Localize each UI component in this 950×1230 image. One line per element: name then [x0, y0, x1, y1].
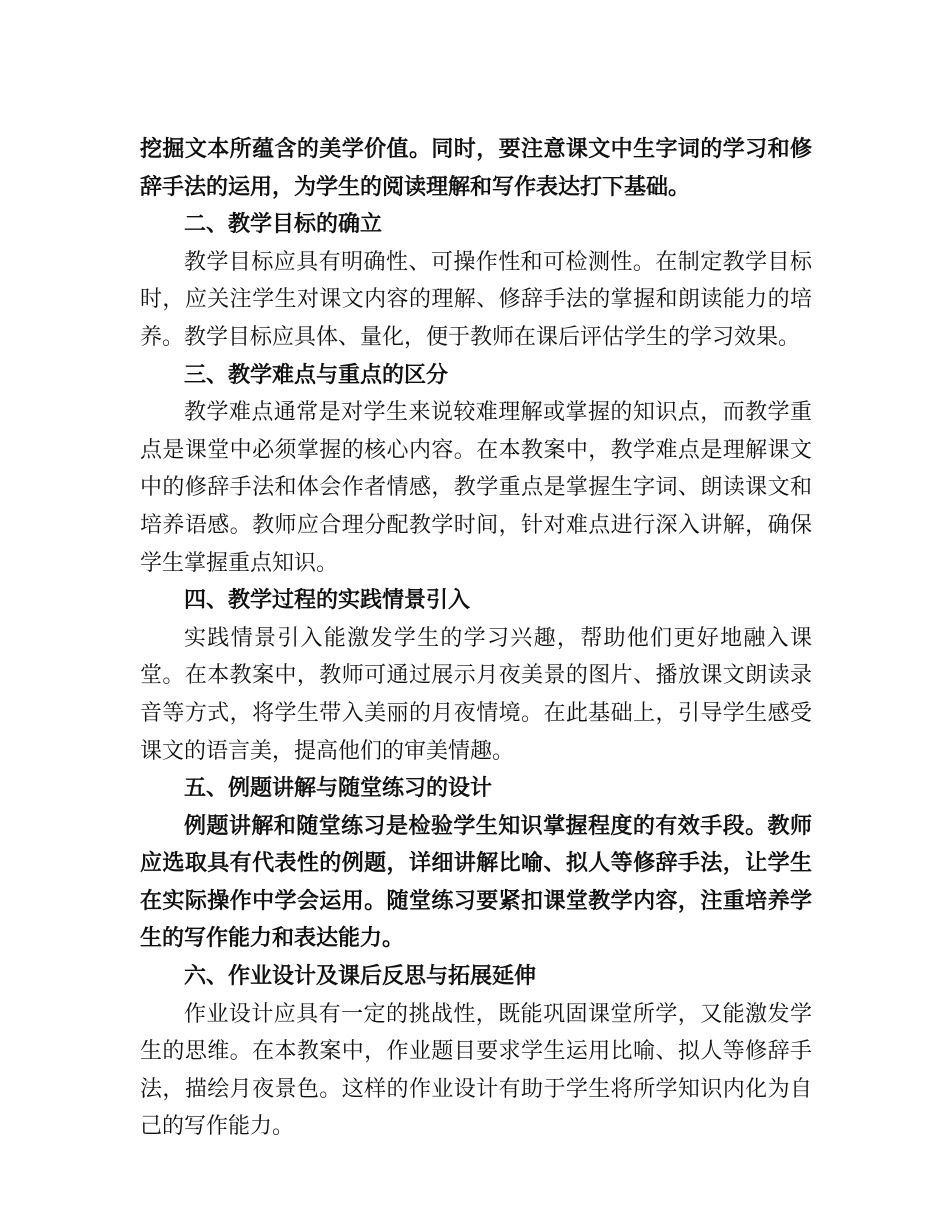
section-6-heading: 六、作业设计及课后反思与拓展延伸: [184, 963, 537, 990]
section-3-body: 教学难点通常是对学生来说较难理解或掌握的知识点，而教学重点是课堂中必须掌握的核心内容。在本教案中，教学难点是理解课文中的修辞手法和体会作者情感，教学重点是掌握生字词、朗读课文和培养语感。教师应合理分配教学时间，针对难点进行深入讲解，确保学生掌握重点知识。: [140, 400, 812, 576]
section-5-body: 例题讲解和随堂练习是检验学生知识掌握程度的有效手段。教师应选取具有代表性的例题，详细讲解比喻、拟人等修辞手法，让学生在实际操作中学会运用。随堂练习要紧扣课堂教学内容，注重培养学生的写作能力和表达能力。: [140, 812, 812, 952]
section-4-heading: 四、教学过程的实践情景引入: [184, 587, 471, 614]
section-4-body: 实践情景引入能激发学生的学习兴趣，帮助他们更好地融入课堂。在本教案中，教师可通过展示月夜美景的图片、播放课文朗读录音等方式，将学生带入美丽的月夜情境。在此基础上，引导学生感受课文的语言美，提高他们的审美情趣。: [140, 625, 812, 764]
document-page: [140, 131, 812, 1146]
section-3-heading: 三、教学难点与重点的区分: [184, 361, 449, 388]
intro-continuation-paragraph: 挖掘文本所蕴含的美学价值。同时，要注意课文中生字词的学习和修辞手法的运用，为学生的阅读理解和写作表达打下基础。: [140, 136, 812, 200]
section-5-heading: 五、例题讲解与随堂练习的设计: [184, 775, 493, 802]
section-6-body: 作业设计应具有一定的挑战性，既能巩固课堂所学，又能激发学生的思维。在本教案中，作业题目要求学生运用比喻、拟人等修辞手法，描绘月夜景色。这样的作业设计有助于学生将所学知识内化为自己的写作能力。: [140, 1001, 812, 1140]
section-2-heading: 二、教学目标的确立: [184, 211, 383, 238]
section-2-body: 教学目标应具有明确性、可操作性和可检测性。在制定教学目标时，应关注学生对课文内容的理解、修辞手法的掌握和朗读能力的培养。教学目标应具体、量化，便于教师在课后评估学生的学习效果。: [140, 249, 812, 350]
